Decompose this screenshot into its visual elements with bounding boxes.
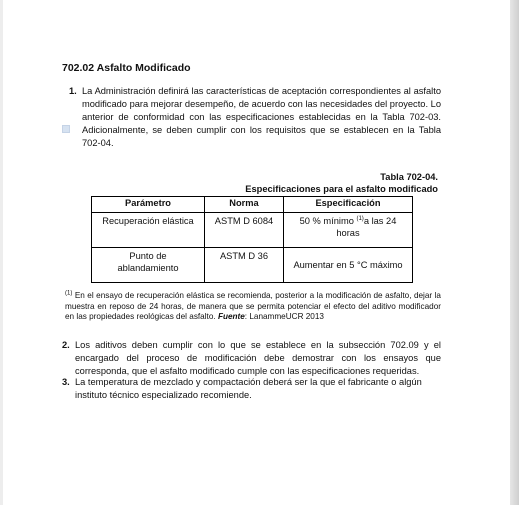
cell-norma: ASTM D 36 <box>205 248 284 283</box>
footnote-text: En el ensayo de recuperación elástica se recomienda, posterior a la modificación de asfalto, dejar la muestra en reposo de 24 horas, de manera que se permita potenciar el efecto del aditivo modificador en las propiedades reológicas del asfalto. <box>65 291 441 322</box>
header-especificacion: Especificación <box>284 197 413 213</box>
table-row <box>92 213 413 248</box>
header-norma: Norma <box>205 197 284 213</box>
table-number: Tabla 702-04. <box>380 172 438 182</box>
table-footnote <box>65 291 441 323</box>
item-3-text: La temperatura de mezclado y compactación deberá ser la que el fabricante o algún instituto técnico especializado recomiende. <box>75 377 422 401</box>
item-3-number: 3. <box>62 377 70 387</box>
cell-parametro: Recuperación elástica <box>92 213 205 248</box>
spec-table <box>91 196 413 283</box>
footnote-source-label: Fuente <box>217 312 245 322</box>
item-2-number: 2. <box>62 340 70 350</box>
item-1-text: La Administración definirá las características de aceptación correspondientes al asfalto modificado para mejorar desempeño, de acuerdo con las necesidades del proyecto. Lo anterior de conformidad con las especificaciones establecidas en la Tabla 702-03. Adicionalmente, se deben cumplir con los requisitos que se establecen en la Tabla 702-04. <box>82 86 441 149</box>
footnote-marker: (1) <box>65 290 73 297</box>
spec-text-cont: a las 24 horas <box>336 216 397 238</box>
document-page <box>3 0 510 505</box>
table-title: Especificaciones para el asfalto modificado <box>245 184 438 194</box>
cell-especificacion <box>284 213 413 248</box>
cell-norma: ASTM D 6084 <box>205 213 284 248</box>
section-title: 702.02 Asfalto Modificado <box>62 62 191 74</box>
comment-marker-icon[interactable] <box>62 125 70 133</box>
page-right-edge <box>510 0 519 505</box>
spec-text: 50 % mínimo <box>299 216 357 226</box>
cell-especificacion: Aumentar en 5 °C máximo <box>284 248 413 283</box>
cell-parametro: Punto de ablandamiento <box>92 248 205 283</box>
item-1-number: 1. <box>69 86 77 96</box>
header-parametro: Parámetro <box>92 197 205 213</box>
footnote-source: : LanammeUCR 2013 <box>244 312 324 322</box>
item-2-text: Los aditivos deben cumplir con lo que se establece en la subsección 702.09 y el encargado del proceso de modificación debe demostrar con los ensayos que corresponda, que el asfalto modificado cumple con las especificaciones requeridas. <box>75 340 441 377</box>
table-header-row <box>92 197 413 213</box>
table-row <box>92 248 413 283</box>
footnote-ref: (1) <box>356 215 364 222</box>
